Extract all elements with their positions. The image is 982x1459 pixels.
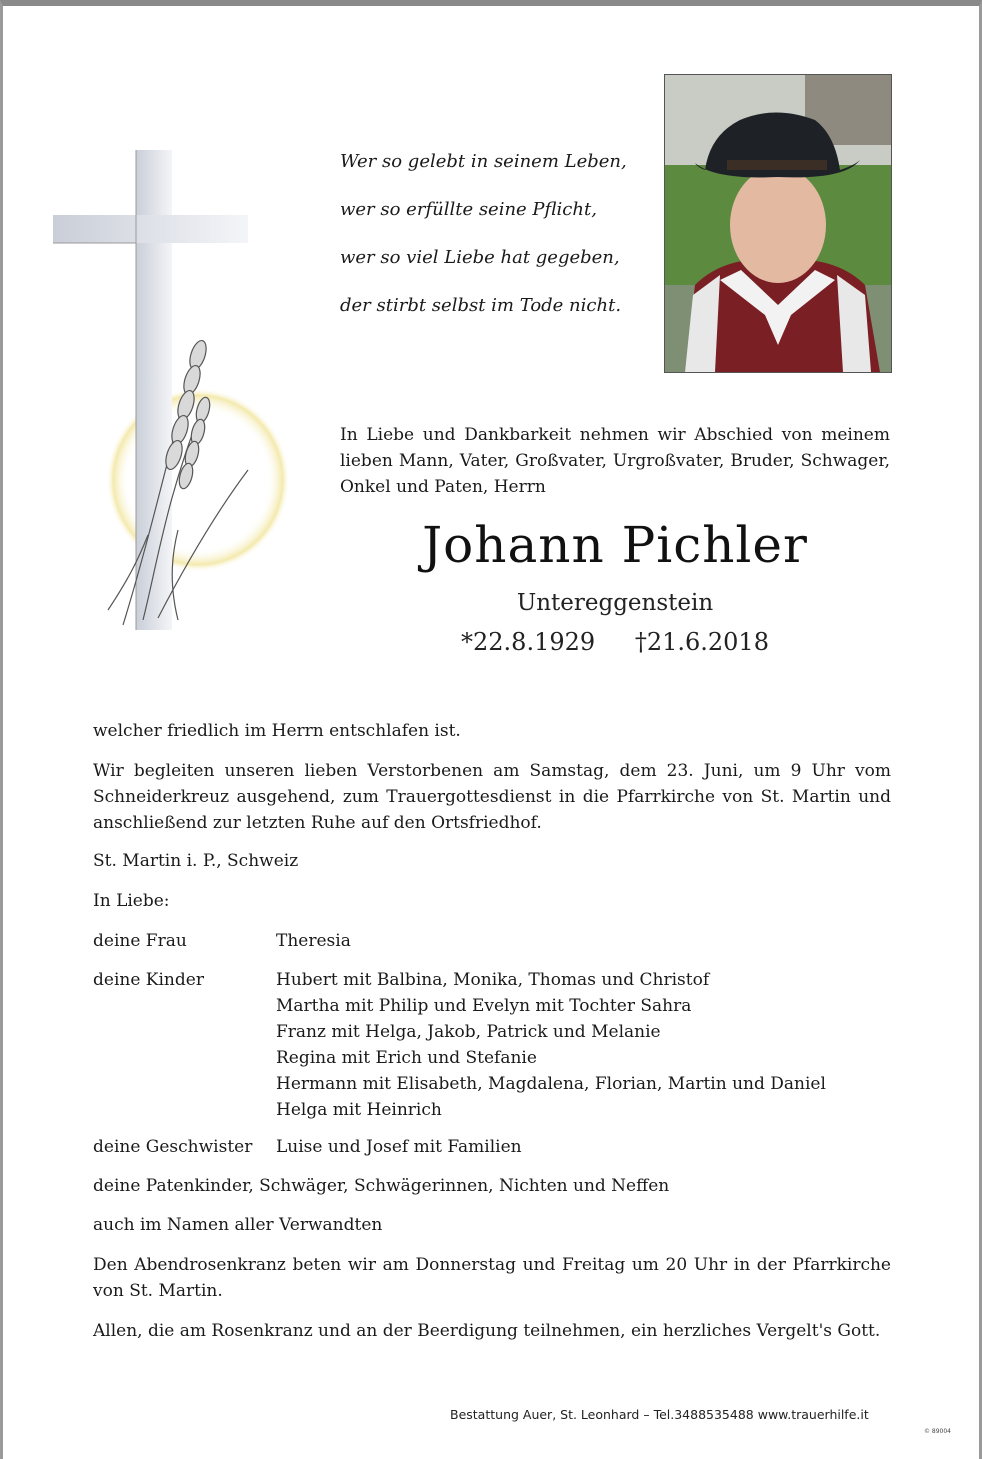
mourner-names: Luise und Josef mit Familien [276,1137,522,1157]
mourner-names [276,967,826,1123]
print-code: © 89004 [924,1428,951,1435]
poem [340,138,640,330]
child-family: Martha mit Philip und Evelyn mit Tochter Sahra [276,996,692,1016]
poem-line: der stirbt selbst im Tode nicht. [340,295,622,316]
mourner-others: deine Patenkinder, Schwäger, Schwägerinnen, Nichten und Neffen [93,1176,670,1196]
paragraph-funeral: Wir begleiten unseren lieben Verstorbenen am Samstag, dem 23. Juni, um 9 Uhr vom Schneiderkreuz ausgehend, zum Trauergottesdienst in die Pfarrkirche von St. Martin und anschließend zur letzten Ruhe auf den Ortsfriedhof. [93,761,891,833]
mourner-names: Theresia [276,931,351,951]
child-family: Hubert mit Balbina, Monika, Thomas und Christof [276,970,710,990]
paragraph-location: St. Martin i. P., Schweiz [93,851,299,871]
funeral-home-footer: Bestattung Auer, St. Leonhard – Tel.3488535488 www.trauerhilfe.it [450,1407,869,1422]
child-family: Hermann mit Elisabeth, Magdalena, Florian, Martin und Daniel [276,1074,826,1094]
paragraph-rosary: Den Abendrosenkranz beten wir am Donnerstag und Freitag um 20 Uhr in der Pfarrkirche von St. Martin. [93,1255,891,1301]
child-family: Regina mit Erich und Stefanie [276,1048,537,1068]
mourner-label: deine Geschwister [93,1137,253,1157]
poem-line: Wer so gelebt in seinem Leben, [340,151,627,172]
child-family: Helga mit Heinrich [276,1100,442,1120]
birth-date: *22.8.1929 [461,628,596,656]
paragraph-in-love: In Liebe: [93,891,170,911]
deceased-name: Johann Pichler [422,516,808,574]
death-date: †21.6.2018 [634,628,769,656]
mourner-relatives: auch im Namen aller Verwandten [93,1215,383,1235]
cross-wheat-illustration [48,140,298,660]
portrait-photo [664,74,892,373]
child-family: Franz mit Helga, Jakob, Patrick und Melanie [276,1022,661,1042]
paragraph-thanks: Allen, die am Rosenkranz und an der Beerdigung teilnehmen, ein herzliches Vergelt's Gott. [93,1321,881,1341]
cross-horizontal [53,215,248,243]
deceased-place: Untereggenstein [516,590,714,616]
mourner-label: deine Kinder [93,970,204,990]
poem-line: wer so viel Liebe hat gegeben, [340,247,620,268]
intro-text: In Liebe und Dankbarkeit nehmen wir Abschied von meinem lieben Mann, Vater, Großvater, Urgroßvater, Bruder, Schwager, Onkel und Paten, Herrn [340,425,890,497]
poem-line: wer so erfüllte seine Pflicht, [340,199,597,220]
mourner-label: deine Frau [93,931,187,951]
life-dates [340,628,890,656]
paragraph-peaceful: welcher friedlich im Herrn entschlafen ist. [93,721,461,741]
